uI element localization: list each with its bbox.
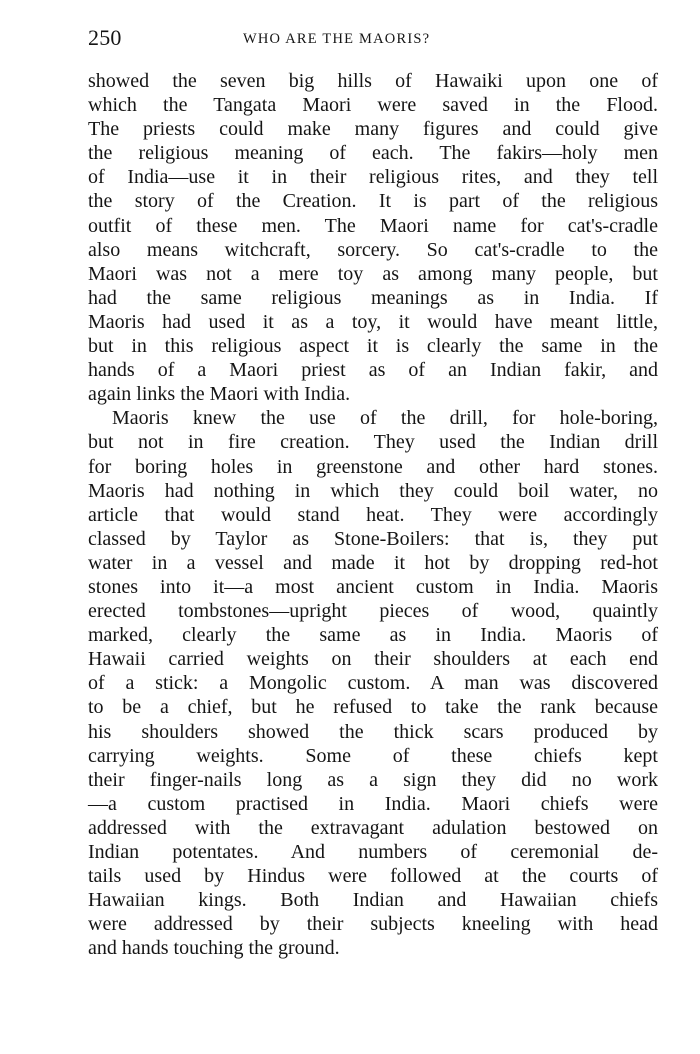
text-line: tails used by Hindus were followed at the courts of	[88, 865, 658, 888]
text-line: carrying weights. Some of these chiefs kept	[88, 744, 658, 767]
text-line: article that would stand heat. They were accordingly	[88, 503, 658, 526]
text-line: showed the seven big hills of Hawaiki upon one of	[88, 70, 658, 92]
text-line: Hawaiian kings. Both Indian and Hawaiian chiefs	[88, 889, 658, 912]
text-line: their finger-nails long as a sign they did no work	[88, 768, 658, 791]
text-line: for boring holes in greenstone and other hard stones.	[88, 455, 658, 478]
running-head: WHO ARE THE MAORIS?	[243, 31, 431, 47]
text-line: classed by Taylor as Stone-Boilers: that is, they put	[88, 527, 658, 550]
page-header	[88, 23, 653, 53]
paragraph-end-line: again links the Maori with India.	[88, 383, 351, 406]
text-line: but in this religious aspect it is clearly the same in the	[88, 335, 658, 358]
text-line: the religious meaning of each. The fakirs—holy men	[88, 142, 658, 165]
text-line: which the Tangata Maori were saved in the Flood.	[88, 94, 658, 117]
text-line: water in a vessel and made it hot by dropping red-hot	[88, 551, 658, 574]
body-text	[88, 69, 658, 960]
text-line: to be a chief, but he refused to take the rank because	[88, 696, 658, 719]
text-line: also means witchcraft, sorcery. So cat's-cradle to the	[88, 238, 658, 261]
text-line: of India—use it in their religious rites, and they tell	[88, 166, 658, 189]
text-line: were addressed by their subjects kneeling with head	[88, 913, 658, 936]
page-number: 250	[88, 25, 122, 50]
text-line: Indian potentates. And numbers of ceremonial de-	[88, 841, 658, 863]
text-line: of a stick: a Mongolic custom. A man was discovered	[88, 672, 658, 695]
text-line: had the same religious meanings as in India. If	[88, 286, 658, 309]
text-line: addressed with the extravagant adulation bestowed on	[88, 816, 658, 839]
paragraph-first-line: Maoris knew the use of the drill, for hole-boring,	[112, 407, 658, 430]
text-line: his shoulders showed the thick scars produced by	[88, 720, 658, 743]
text-line: hands of a Maori priest as of an Indian fakir, and	[88, 359, 658, 382]
paragraph-end-line: and hands touching the ground.	[88, 937, 340, 960]
text-line: Hawaii carried weights on their shoulders at each end	[88, 648, 658, 671]
text-line: outfit of these men. The Maori name for cat's-cradle	[88, 214, 658, 237]
text-line: the story of the Creation. It is part of the religious	[88, 190, 658, 213]
text-line: marked, clearly the same as in India. Maoris of	[88, 624, 658, 647]
text-line: The priests could make many figures and could give	[88, 118, 658, 141]
text-line: Maoris had used it as a toy, it would have meant little,	[88, 310, 658, 333]
text-line: —a custom practised in India. Maori chiefs were	[88, 792, 658, 815]
text-line: Maori was not a mere toy as among many people, but	[88, 262, 658, 285]
text-line: stones into it—a most ancient custom in India. Maoris	[88, 575, 658, 598]
text-line: erected tombstones—upright pieces of wood, quaintly	[88, 600, 658, 623]
text-line: but not in fire creation. They used the Indian drill	[88, 431, 658, 454]
text-line: Maoris had nothing in which they could boil water, no	[88, 479, 658, 502]
